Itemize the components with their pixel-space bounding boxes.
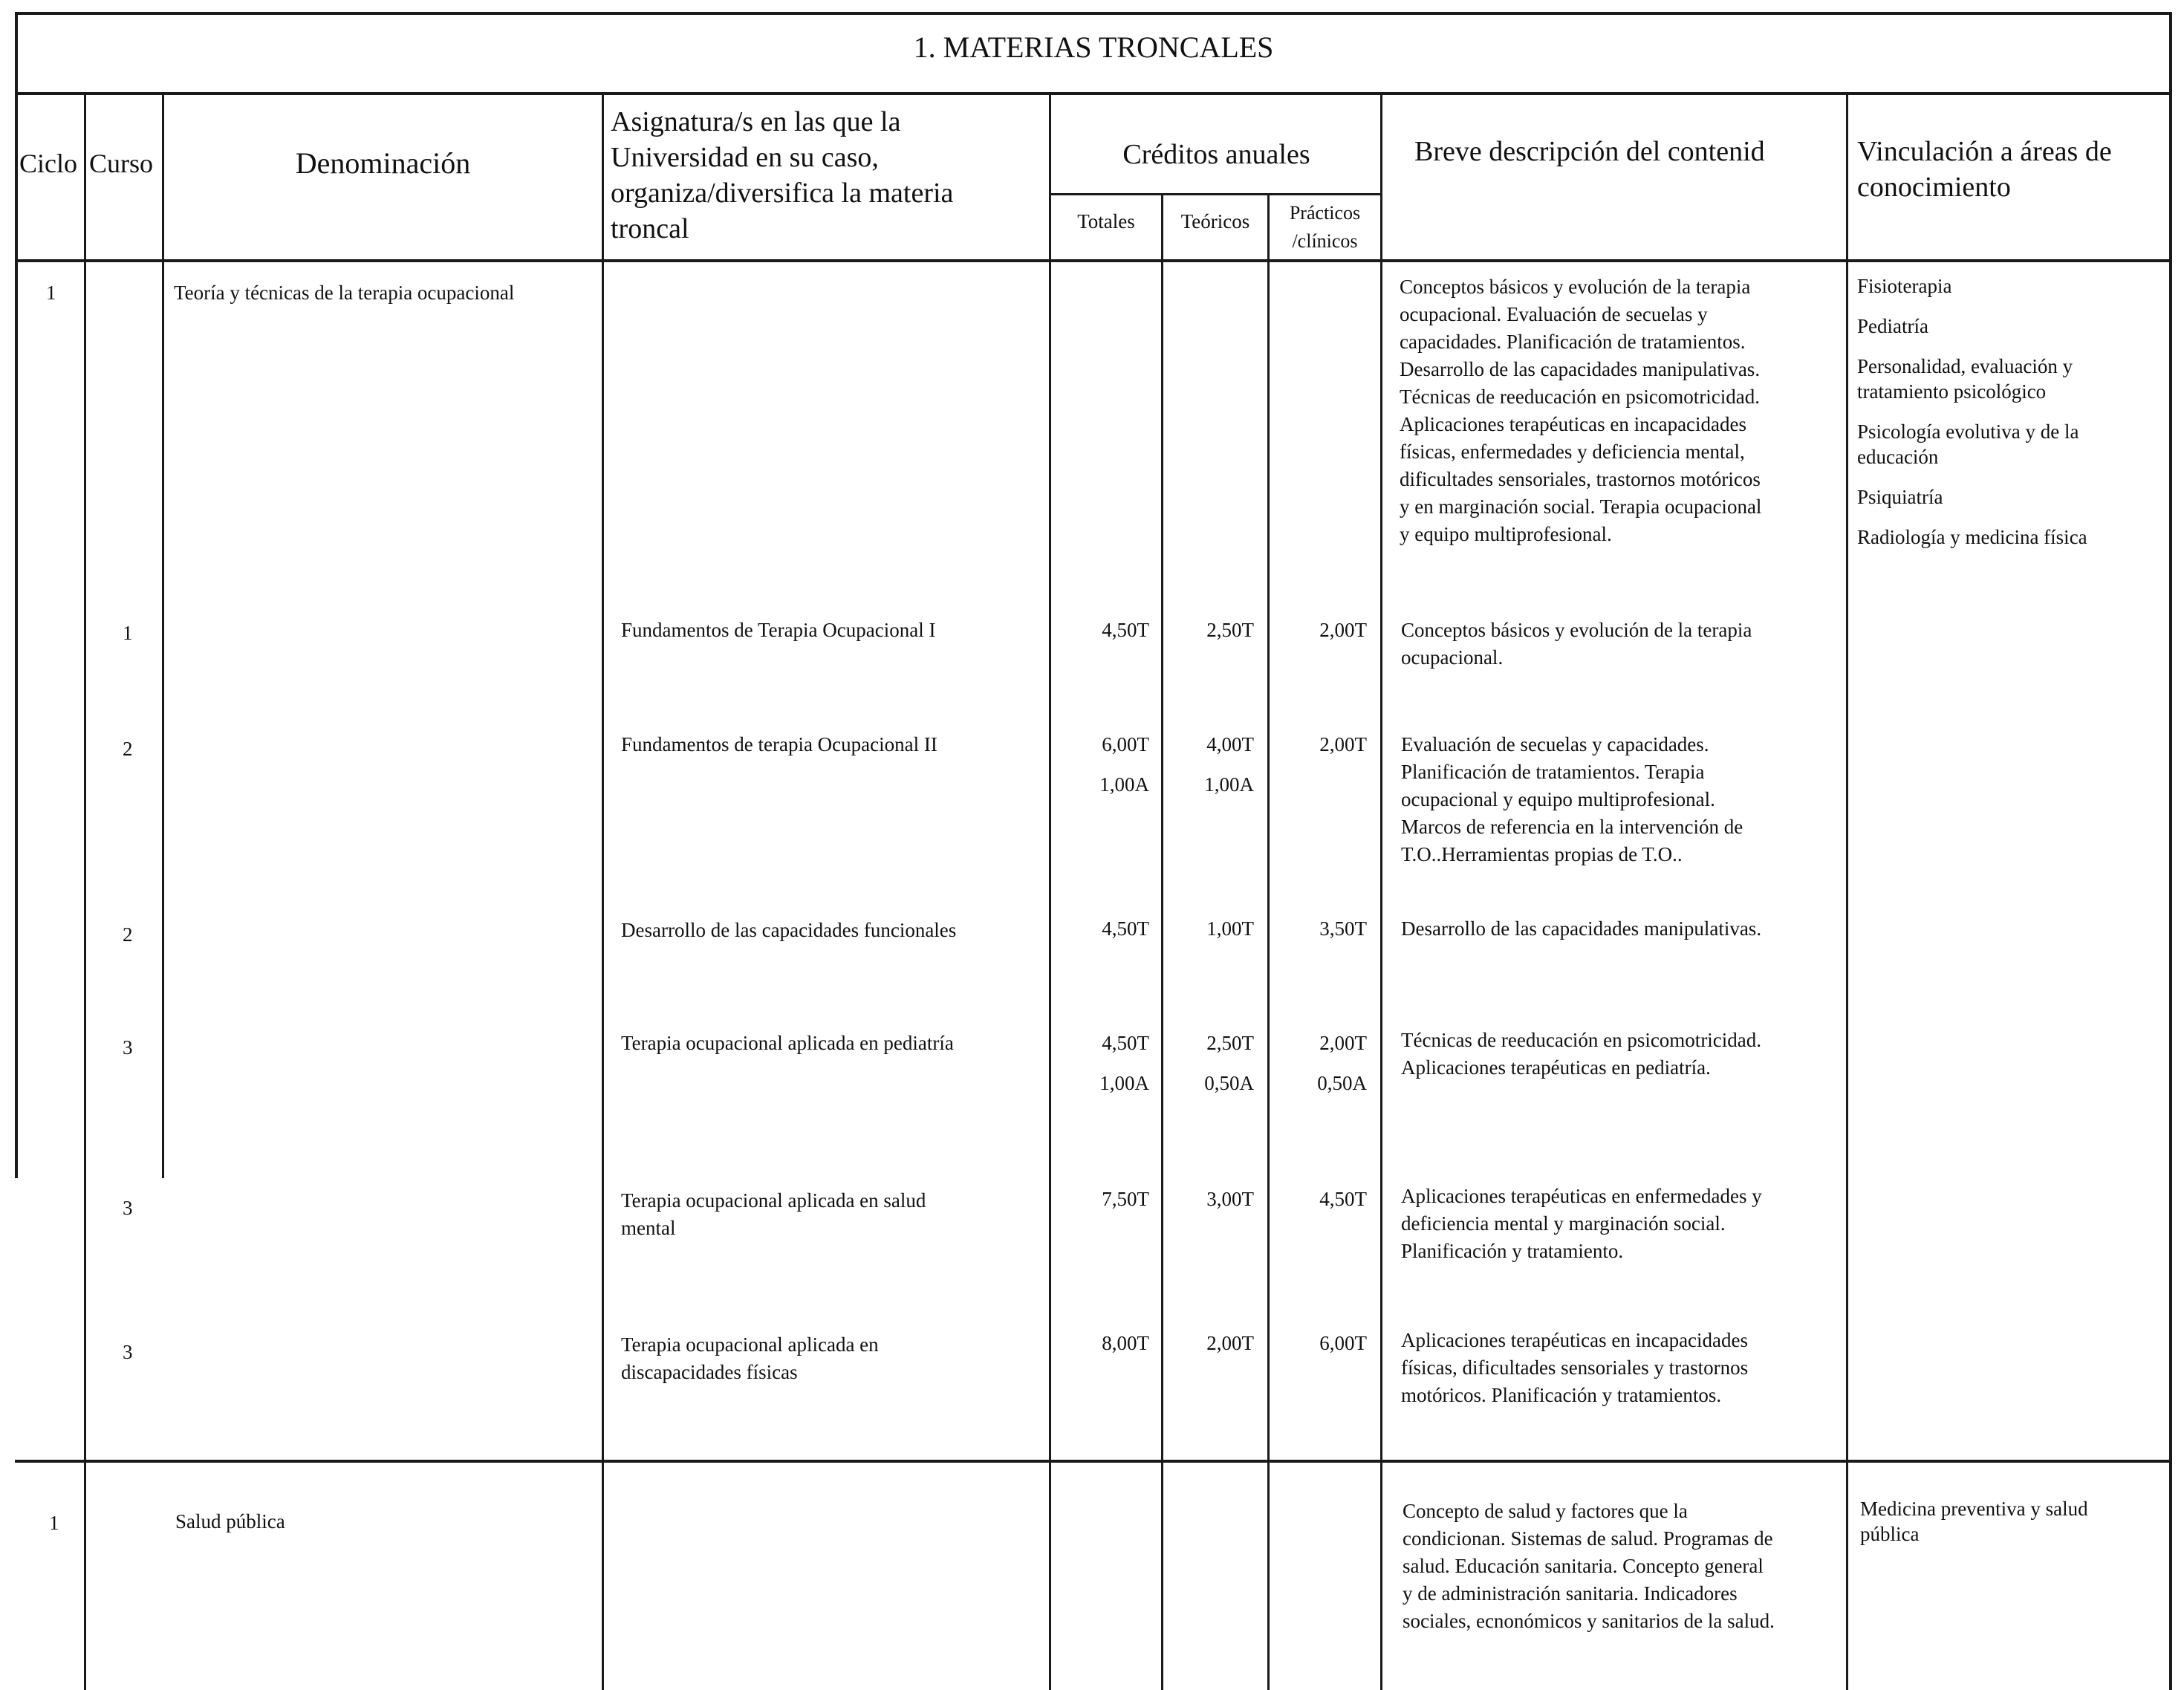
header-asignaturas: Asignatura/s en las que la Universidad en su caso, organiza/diversifica la materia troncal	[611, 106, 954, 244]
materia1-area: Personalidad, evaluación y tratamiento psicológico	[1857, 355, 2073, 403]
materia2-denominacion: Salud pública	[175, 1510, 285, 1533]
asignatura-curso: 2	[123, 923, 133, 946]
asignatura-nombre: Terapia ocupacional aplicada en salud mental	[621, 1189, 926, 1239]
materia1-ciclo: 1	[46, 282, 56, 304]
asignatura-totales: 8,00T	[1102, 1332, 1149, 1354]
asignatura-practicos: 6,00T	[1319, 1332, 1367, 1354]
col-divider-asignatura-totales	[1049, 94, 1051, 1690]
materia1-area: Fisioterapia	[1857, 275, 1952, 297]
materia1-area: Psiquiatría	[1857, 486, 1943, 508]
col-divider-practicos-descripcion	[1380, 94, 1382, 1690]
header-curso: Curso	[89, 149, 154, 178]
asignatura-descripcion: Conceptos básicos y evolución de la terapia ocupacional.	[1401, 619, 1752, 669]
asignatura-nombre: Terapia ocupacional aplicada en pediatría	[621, 1032, 954, 1054]
header-creditos-anuales: Créditos anuales	[1122, 139, 1310, 170]
asignatura-teoricos: 2,50T	[1206, 1032, 1254, 1054]
asignatura-nombre: Fundamentos de Terapia Ocupacional I	[621, 619, 936, 641]
asignatura-teoricos-alt: 0,50A	[1204, 1072, 1254, 1094]
asignatura-nombre: Terapia ocupacional aplicada en discapacidades físicas	[621, 1333, 879, 1383]
header-vinculacion: Vinculación a áreas de conocimiento	[1857, 136, 2112, 203]
asignatura-nombre: Fundamentos de terapia Ocupacional II	[621, 733, 937, 755]
asignatura-curso: 3	[123, 1036, 133, 1059]
table-right-border	[2169, 12, 2172, 1690]
table-left-border	[15, 12, 18, 1178]
asignatura-totales-alt: 1,00A	[1099, 773, 1149, 796]
asignatura-curso: 3	[123, 1197, 133, 1219]
asignatura-totales: 6,00T	[1102, 733, 1149, 755]
header-ciclo: Ciclo	[19, 149, 77, 178]
asignatura-teoricos-alt: 1,00A	[1204, 773, 1254, 796]
materia2-descripcion: Concepto de salud y factores que la condicionan. Sistemas de salud. Programas de salud. Educación sanitaria. Concepto general y de administración sanitaria. Indicadores sociales, ecnonómicos y sanitarios de la salud.	[1403, 1500, 1775, 1632]
materia1-area: Pediatría	[1857, 315, 1928, 337]
asignatura-totales: 7,50T	[1102, 1188, 1149, 1210]
materia1-denominacion: Teoría y técnicas de la terapia ocupacional	[174, 282, 515, 304]
header-practicos-clinicos: Prácticos /clínicos	[1289, 202, 1361, 252]
materia1-areas-list	[1857, 273, 2165, 565]
asignatura-teoricos: 2,50T	[1206, 619, 1254, 641]
materia2-ciclo: 1	[49, 1512, 59, 1534]
asignatura-practicos: 3,50T	[1319, 917, 1367, 940]
col-divider-ciclo-curso	[84, 94, 86, 1690]
asignatura-teoricos: 2,00T	[1206, 1332, 1254, 1354]
asignatura-descripcion: Aplicaciones terapéuticas en incapacidades físicas, dificultades sensoriales y trastornos motóricos. Planificación y tratamientos.	[1401, 1329, 1749, 1406]
materia-divider	[15, 1460, 2172, 1463]
col-divider-descripcion-vinculacion	[1846, 94, 1848, 1690]
asignatura-practicos: 2,00T	[1319, 619, 1367, 641]
asignatura-descripcion: Técnicas de reeducación en psicomotricidad. Aplicaciones terapéuticas en pediatría.	[1401, 1029, 1762, 1079]
asignatura-practicos: 2,00T	[1319, 1032, 1367, 1054]
asignatura-descripcion: Aplicaciones terapéuticas en enfermedades y deficiencia mental y marginación social. Planificación y tratamiento.	[1401, 1185, 1762, 1262]
col-divider-denominacion-asignatura	[602, 94, 604, 1690]
title-row-divider	[15, 92, 2172, 95]
asignatura-curso: 2	[123, 738, 133, 760]
asignatura-practicos-alt: 0,50A	[1317, 1072, 1367, 1094]
header-teoricos: Teóricos	[1180, 210, 1250, 233]
asignatura-descripcion: Evaluación de secuelas y capacidades. Planificación de tratamientos. Terapia ocupacional y equipo multiprofesional. Marcos de referencia en la intervención de T.O..Herramientas propias de T.O..	[1401, 733, 1743, 865]
asignatura-practicos: 2,00T	[1319, 733, 1367, 755]
asignatura-totales: 4,50T	[1102, 619, 1149, 641]
header-bottom-border	[15, 259, 2172, 262]
asignatura-teoricos: 3,00T	[1206, 1188, 1254, 1210]
header-denominacion: Denominación	[295, 146, 471, 180]
asignatura-descripcion: Desarrollo de las capacidades manipulativas.	[1401, 917, 1762, 940]
materia1-area: Radiología y medicina física	[1857, 526, 2087, 548]
table-title: 1. MATERIAS TRONCALES	[913, 30, 1274, 64]
creditos-subheader-divider	[1050, 193, 1382, 195]
materia1-descripcion: Conceptos básicos y evolución de la terapia ocupacional. Evaluación de secuelas y capacidades. Planificación de tratamientos. Desarrollo de las capacidades manipulativas. Técnicas de reeducación en psicomotricidad. Aplicaciones terapéuticas en incapacidades físicas, enfermedades y deficiencia mental, dificultades sensoriales, trastornos motóricos y en marginación social. Terapia ocupacional y equipo multiprofesional.	[1400, 276, 1762, 545]
materia2-area: Medicina preventiva y salud pública	[1860, 1498, 2088, 1545]
asignatura-totales-alt: 1,00A	[1099, 1072, 1149, 1094]
header-totales: Totales	[1077, 210, 1135, 233]
asignatura-teoricos: 4,00T	[1206, 733, 1254, 755]
asignatura-teoricos: 1,00T	[1206, 917, 1254, 940]
col-divider-curso-denominacion	[162, 94, 164, 1178]
header-breve-descripcion: Breve descripción del contenid	[1414, 136, 1765, 167]
asignatura-practicos: 4,50T	[1319, 1188, 1367, 1210]
asignatura-curso: 1	[123, 622, 133, 644]
asignatura-nombre: Desarrollo de las capacidades funcionales	[621, 919, 957, 941]
asignatura-totales: 4,50T	[1102, 1032, 1149, 1054]
table-top-border	[15, 12, 2172, 15]
materia1-area: Psicología evolutiva y de la educación	[1857, 420, 2079, 468]
asignatura-totales: 4,50T	[1102, 917, 1149, 940]
asignatura-curso: 3	[123, 1341, 133, 1363]
